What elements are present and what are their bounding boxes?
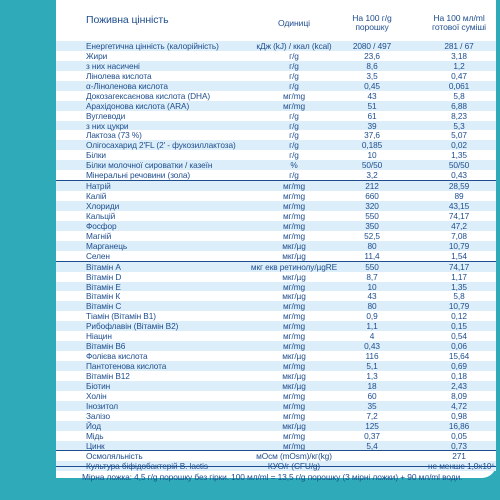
row-value-per-100ml: 0,05	[451, 430, 467, 441]
row-value-per-100g: 80	[367, 240, 377, 251]
row-name: з них насичені	[86, 60, 140, 71]
row-value-per-100g: 0,37	[364, 430, 380, 441]
row-value-per-100ml: 0,47	[451, 70, 467, 81]
row-value-per-100g: 116	[365, 351, 379, 362]
row-value-per-100ml: 1,35	[451, 150, 467, 161]
row-name: Вітамін В6	[86, 341, 126, 352]
row-value-per-100ml: 16,86	[448, 420, 470, 431]
row-value-per-100ml: 0,69	[451, 361, 467, 371]
row-unit: КУО/г (CFU/g)	[267, 461, 321, 472]
row-unit: кДж (kJ) / ккал (kcal)	[256, 41, 332, 51]
row-value-per-100ml: 7,08	[451, 230, 467, 241]
row-value-per-100g: 4	[369, 331, 375, 342]
row-value-per-100g: 0,185	[361, 140, 383, 151]
row-value-per-100ml: 5,8	[453, 90, 465, 101]
row-value-per-100ml: 89	[454, 191, 464, 202]
table-row	[56, 231, 496, 241]
table-row	[56, 261, 496, 272]
table-row	[56, 301, 496, 311]
row-unit: г/g	[289, 60, 299, 71]
row-unit: мкг/µg	[282, 271, 306, 282]
row-name: Калій	[86, 191, 107, 202]
header-per-100ml: На 100 мл/ml готової суміші	[432, 13, 486, 32]
table-row	[56, 272, 496, 282]
row-value-per-100ml: не менше 1,0х10⁶	[428, 461, 495, 472]
row-value-per-100ml: 0,06	[451, 341, 467, 352]
row-name: Арахідонова кислота (ARA)	[86, 100, 190, 111]
row-value-per-100ml: 8,09	[451, 390, 467, 401]
row-unit: мг/mg	[282, 181, 306, 192]
row-unit: г/g	[289, 70, 299, 81]
row-unit: г/g	[289, 110, 299, 121]
row-value-per-100ml: 47,2	[451, 220, 467, 231]
table-row	[56, 91, 496, 101]
row-name: Цинк	[86, 440, 105, 451]
row-value-per-100g: 660	[365, 191, 379, 202]
row-name: Мінеральні речовини (зола)	[86, 170, 191, 181]
row-unit: мг/mg	[282, 321, 306, 332]
nutrition-table-panel	[56, 0, 496, 482]
row-value-per-100ml: 15,64	[448, 351, 470, 362]
row-value-per-100g: 7,2	[366, 410, 378, 421]
row-unit: мкг/µg	[282, 370, 306, 381]
row-name: Осмоляльність	[86, 451, 143, 462]
row-value-per-100ml: 8,23	[451, 110, 467, 121]
row-value-per-100ml: 28,59	[448, 181, 470, 192]
table-row	[56, 361, 496, 371]
row-value-per-100g: 3,2	[366, 170, 378, 181]
row-name: Фосфор	[86, 220, 117, 231]
row-value-per-100g: 51	[367, 100, 377, 111]
table-row	[56, 111, 496, 121]
row-name: Лактоза (73 %)	[86, 130, 142, 141]
row-value-per-100ml: 1,35	[451, 281, 467, 292]
table-row	[56, 130, 496, 140]
row-name: Вітамін С	[86, 301, 122, 312]
row-unit: мг/mg	[282, 400, 306, 411]
row-unit: мкг/µg	[282, 420, 306, 431]
row-value-per-100ml: 6,88	[451, 100, 467, 111]
row-value-per-100g: 3,5	[366, 70, 378, 81]
row-value-per-100ml: 5,3	[453, 120, 465, 131]
row-unit: мг/mg	[282, 100, 306, 111]
table-header	[56, 0, 496, 40]
nutrition-rows	[56, 41, 496, 471]
row-value-per-100ml: 0,54	[451, 331, 467, 342]
row-value-per-100g: 43	[367, 291, 377, 302]
row-name: Хлориди	[86, 201, 120, 211]
footer-divider	[56, 466, 496, 467]
row-name: Холін	[86, 390, 107, 401]
row-unit: г/g	[289, 170, 299, 181]
row-name: Мідь	[86, 430, 104, 441]
row-unit: мг/mg	[282, 410, 306, 421]
row-value-per-100ml: 1,17	[451, 271, 467, 282]
row-unit: мкг/µg	[282, 240, 306, 251]
table-row	[56, 61, 496, 71]
row-value-per-100g: 125	[365, 420, 379, 431]
row-name: Пантотенова кислота	[86, 361, 167, 371]
row-unit: мг/mg	[282, 331, 306, 342]
table-row	[56, 251, 496, 261]
row-unit: г/g	[289, 130, 299, 141]
row-value-per-100ml: 50/50	[448, 160, 470, 171]
row-value-per-100ml: 10,79	[448, 240, 470, 251]
row-value-per-100ml: 5,8	[453, 291, 465, 302]
table-row	[56, 371, 496, 381]
row-name: Докозагексаєнова кислота (DHA)	[86, 90, 211, 101]
row-value-per-100ml: 0,43	[451, 170, 467, 181]
row-value-per-100g: 10	[367, 150, 377, 161]
row-unit: мг/mg	[282, 440, 306, 451]
row-unit: мг/mg	[282, 281, 306, 292]
row-value-per-100g: 5,1	[366, 361, 378, 371]
table-row	[56, 341, 496, 351]
row-unit: мг/mg	[282, 201, 306, 211]
row-value-per-100g: 50/50	[361, 160, 383, 171]
row-value-per-100ml: 0,12	[451, 311, 467, 322]
row-value-per-100g: 60	[367, 390, 377, 401]
row-value-per-100g: 550	[365, 261, 379, 272]
row-unit: %	[290, 160, 298, 171]
row-name: Рибофлавін (Вітамін В2)	[86, 321, 179, 332]
row-unit: мг/mg	[282, 210, 306, 221]
row-value-per-100ml: 74,17	[448, 210, 470, 221]
row-value-per-100g: 52,5	[364, 230, 380, 241]
table-row	[56, 282, 496, 292]
row-unit: мОсм (mOsm)/кг(kg)	[256, 451, 332, 462]
row-value-per-100g: 23,6	[364, 50, 380, 61]
row-value-per-100g: 350	[365, 220, 379, 231]
row-value-per-100g: 8,7	[366, 271, 378, 282]
row-name: Енергетична цінність (калорійність)	[86, 41, 219, 51]
table-row	[56, 351, 496, 361]
row-value-per-100g: 80	[367, 301, 377, 312]
row-value-per-100g: 0,9	[366, 311, 378, 322]
row-unit: мкг/µg	[282, 380, 306, 391]
row-unit: г/g	[289, 140, 299, 151]
row-name: Ніацин	[86, 331, 112, 342]
row-name: Біотин	[86, 380, 111, 391]
row-name: Натрій	[86, 181, 111, 192]
row-value-per-100ml: 281 / 67	[444, 41, 474, 51]
row-unit: г/g	[289, 80, 299, 91]
table-row	[56, 121, 496, 131]
row-value-per-100g: 2080 / 497	[352, 41, 392, 51]
row-value-per-100ml: 0,73	[451, 440, 467, 451]
row-value-per-100ml: 0,061	[448, 80, 470, 91]
row-value-per-100g: 550	[365, 210, 379, 221]
table-row	[56, 160, 496, 170]
row-name: Селен	[86, 250, 110, 261]
table-row	[56, 441, 496, 451]
row-unit: мг/mg	[282, 230, 306, 241]
row-unit: г/g	[289, 120, 299, 131]
row-unit: г/g	[289, 50, 299, 61]
row-unit: г/g	[289, 150, 299, 161]
row-value-per-100ml: 4,72	[451, 400, 467, 411]
row-name: Культура біфідобактерій B. lactis	[86, 461, 208, 472]
row-unit: мкг/µg	[282, 250, 306, 261]
row-value-per-100g: 1,1	[366, 321, 378, 332]
table-row	[56, 431, 496, 441]
row-value-per-100g: 18	[367, 380, 377, 391]
table-row	[56, 450, 496, 461]
row-unit: мг/mg	[282, 390, 306, 401]
row-value-per-100g: 0,45	[364, 80, 380, 91]
row-value-per-100ml: 1,2	[453, 60, 465, 71]
row-unit: мкг/µg	[282, 291, 306, 302]
table-row	[56, 101, 496, 111]
row-value-per-100ml: 0,98	[451, 410, 467, 421]
table-row	[56, 311, 496, 321]
row-name: Вітамін В12	[86, 370, 130, 381]
row-unit: мг/mg	[282, 361, 306, 371]
row-value-per-100ml: 0,15	[451, 321, 467, 332]
row-unit: мкг екв ретинолу/µgRE	[250, 261, 338, 272]
row-value-per-100ml: 271	[452, 451, 466, 462]
table-row	[56, 391, 496, 401]
row-value-per-100ml: 0,18	[451, 370, 467, 381]
row-value-per-100g: 0,43	[364, 341, 380, 352]
table-row	[56, 191, 496, 201]
row-value-per-100g: 37,6	[364, 130, 380, 141]
row-name: Магній	[86, 230, 112, 241]
table-row	[56, 321, 496, 331]
row-name: Фолієва кислота	[86, 351, 148, 362]
row-unit: мг/mg	[282, 191, 306, 202]
row-name: Залізо	[86, 410, 111, 421]
row-unit: мг/mg	[282, 341, 306, 352]
row-name: Вуглеводи	[86, 110, 126, 121]
row-value-per-100ml: 10,79	[448, 301, 470, 312]
row-name: Лінолева кислота	[86, 70, 152, 81]
row-value-per-100g: 11,4	[364, 250, 380, 261]
row-name: Інозитол	[86, 400, 119, 411]
row-name: Вітамін Е	[86, 281, 121, 292]
header-per-100g: На 100 г/g порошку	[352, 13, 392, 32]
row-name: Жири	[86, 50, 108, 61]
row-value-per-100g: 35	[367, 400, 377, 411]
row-value-per-100g: 212	[365, 181, 379, 192]
row-value-per-100ml: 5,07	[451, 130, 467, 141]
row-name: Тіамін (Вітамін В1)	[86, 311, 156, 322]
row-value-per-100ml: 3,18	[451, 50, 467, 61]
table-row	[56, 150, 496, 160]
row-value-per-100g: 10	[367, 281, 377, 292]
table-row	[56, 41, 496, 51]
table-row	[56, 81, 496, 91]
header-title: Поживна цінність	[86, 14, 169, 26]
row-value-per-100ml: 2,43	[451, 380, 467, 391]
table-row	[56, 411, 496, 421]
row-value-per-100g: 8,6	[366, 60, 378, 71]
row-name: Марганець	[86, 240, 128, 251]
row-value-per-100g: 5,4	[366, 440, 378, 451]
table-row	[56, 241, 496, 251]
table-row	[56, 221, 496, 231]
table-row	[56, 180, 496, 191]
row-name: Олігосахарид 2'FL (2' - фукозиллактоза)	[86, 140, 236, 151]
row-value-per-100g: 39	[367, 120, 377, 131]
row-name: з них цукри	[86, 120, 129, 131]
row-name: Йод	[86, 420, 101, 431]
table-row	[56, 291, 496, 301]
row-value-per-100ml: 43,15	[448, 201, 470, 211]
row-value-per-100g: 1,3	[366, 370, 378, 381]
row-value-per-100g: 61	[367, 110, 377, 121]
table-row	[56, 211, 496, 221]
row-value-per-100ml: 1,54	[451, 250, 467, 261]
table-row	[56, 331, 496, 341]
row-unit: мкг/µg	[282, 351, 306, 362]
table-row	[56, 201, 496, 211]
row-unit: мг/mg	[282, 301, 306, 312]
row-name: Вітамін D	[86, 271, 122, 282]
row-name: Білки	[86, 150, 106, 161]
row-name: Вітамін А	[86, 261, 121, 272]
table-row	[56, 71, 496, 81]
row-unit: мг/mg	[282, 220, 306, 231]
row-value-per-100ml: 74,17	[448, 261, 470, 272]
row-name: Вітамін К	[86, 291, 121, 302]
row-value-per-100g: 320	[365, 201, 379, 211]
row-name: Білки молочної сироватки / казеїн	[86, 160, 213, 171]
row-name: α-Ліноленова кислота	[86, 80, 168, 91]
table-row	[56, 421, 496, 431]
footer-note: Мірна ложка: 4,5 г/g порошку без гірки. 100 мл/ml = 13,5 г/g порошку (3 мірні ложки) + 90 мл/ml води.	[82, 472, 463, 482]
table-row	[56, 140, 496, 150]
table-row	[56, 170, 496, 180]
header-units: Одиниці	[278, 18, 310, 28]
table-row	[56, 51, 496, 61]
row-value-per-100g: 43	[367, 90, 377, 101]
row-unit: мг/mg	[282, 311, 306, 322]
row-name: Кальцій	[86, 210, 116, 221]
table-row	[56, 381, 496, 391]
row-value-per-100ml: 0,02	[451, 140, 467, 151]
row-unit: мг/mg	[282, 90, 306, 101]
table-row	[56, 401, 496, 411]
row-unit: мг/mg	[282, 430, 306, 441]
